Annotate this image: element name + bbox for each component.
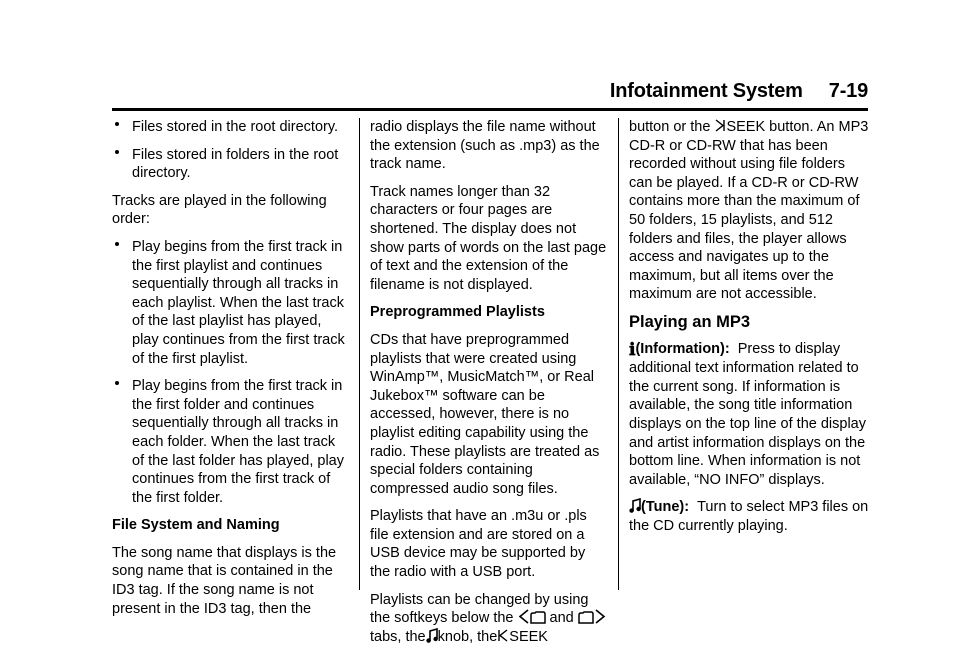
subheading: Preprogrammed Playlists [370,304,545,321]
column-1 [112,118,350,627]
paragraph: Tracks are played in the following order: [112,192,327,228]
tune-knob-icon [426,628,438,643]
section-title: Infotainment System [609,80,803,102]
text-run: knob, the [437,628,498,645]
text-run: Press to display additional text information related to the current song. If information is available, the song title information displays on the top line of the display and artist information displays on the bottom line. When information is not available, “NO INFO” displays. [629,340,866,488]
text-run: tabs, the [370,628,426,645]
page-number: 7-19 [828,80,868,102]
paragraph: Playlists that have an .m3u or .pls file extension and are stored on a USB device may be supported by the radio with a USB port. [370,508,587,581]
paragraph: Track names longer than 32 characters or four pages are shortened. The display does not show parts of words on the last page of text and the extension of the filename is not displayed. [370,183,607,293]
paragraph [629,340,869,490]
paragraph: CDs that have preprogrammed playlists that were created using WinAmp™, MusicMatch™, or Real Jukebox™ software can be accessed, however, there is no playlist editing capability using the radio. These playlists are treated as special folders containing compressed audio song files. [370,331,600,497]
column-divider [359,118,360,590]
text-run: Playlists can be changed by using the softkeys below the [370,591,589,627]
list-item: Play begins from the first track in the first playlist and continues sequentially through all tracks in each playlist. When the last track of the last playlist has played, play continues from the first track of the first playlist. [112,238,350,368]
seek-forward-icon [714,118,726,133]
text-run: SEEK [509,628,548,645]
text-run: and [549,610,574,627]
subheading: File System and Naming [112,517,280,534]
left-tab-arrow-icon [518,609,530,624]
page-header [112,78,868,111]
column-3 [629,118,869,544]
right-tab-arrow-icon [594,609,606,624]
information-icon: ℹ [629,339,636,360]
tab-icon [578,611,594,624]
text-run: Turn to select MP3 files on the CD currently playing. [629,499,869,534]
list-item: Files stored in folders in the root directory. [112,146,350,183]
column-2 [370,118,608,655]
section-heading: Playing an MP3 [629,312,751,331]
text-run: button or the [629,119,711,135]
tab-icon [530,611,546,624]
term-label: (Information): [635,340,730,357]
list-item: Files stored in the root directory. [112,118,350,137]
paragraph: radio displays the file name without the extension (such as .mp3) as the track name. [370,119,600,173]
header-title [610,80,868,103]
seek-back-icon [497,628,509,643]
tune-knob-icon [629,498,641,513]
text-run: SEEK button. An MP3 CD-R or CD-RW that has been recorded without using file folders can be played. If a CD-R or CD-RW contains more than the maximum of 50 folders, 15 playlists, and 512 folders and files, the player allows access and navigates up to the maximum, but all items over the maximum are not accessible. [629,119,869,303]
paragraph [629,118,869,304]
column-divider [618,118,619,590]
list-item: Play begins from the first track in the first folder and continues sequentially through all tracks in each folder. When the last track of the last folder has played, play continues from the first track of the first folder. [112,377,350,507]
term-label: (Tune): [641,499,690,516]
paragraph: The song name that displays is the song name that is contained in the ID3 tag. If the song name is not present in the ID3 tag, then the [112,544,337,617]
paragraph [629,498,869,535]
paragraph [370,591,608,647]
